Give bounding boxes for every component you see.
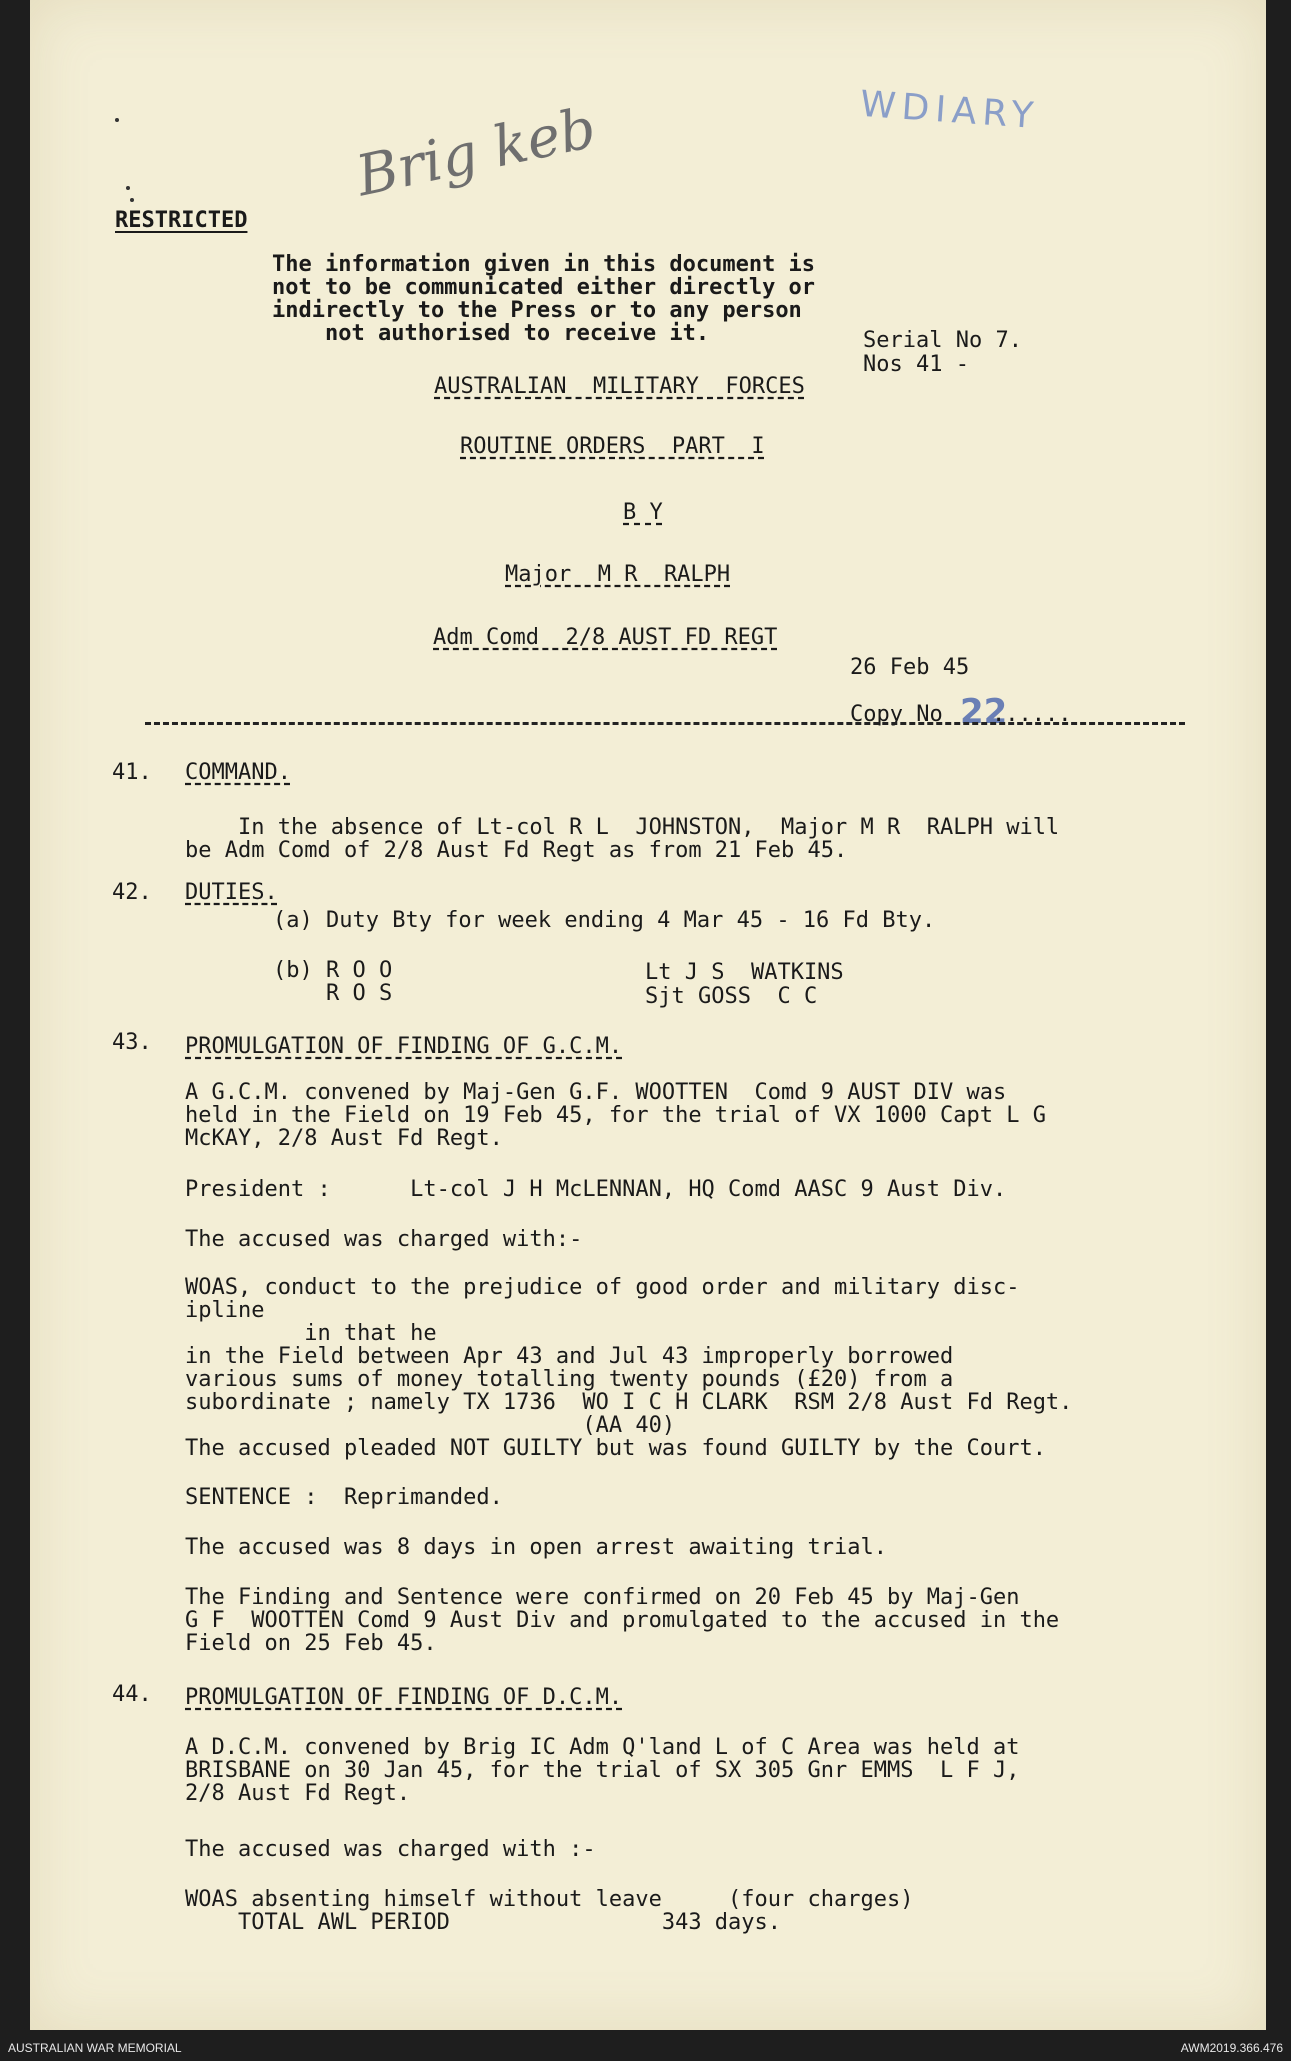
notice-line: not authorised to receive it.	[272, 321, 710, 346]
item-text: McKAY, 2/8 Aust Fd Regt.	[185, 1126, 503, 1151]
copy-label: Copy No	[850, 702, 943, 727]
order-numbers: Nos 41 -	[863, 352, 969, 377]
item-text: Field on 25 Feb 45.	[185, 1631, 437, 1656]
notice-line: indirectly to the Press or to any person	[272, 298, 802, 323]
item-text: The accused was 8 days in open arrest awaiting trial.	[185, 1535, 887, 1560]
item-text: G F WOOTTEN Comd 9 Aust Div and promulgated to the accused in the	[185, 1608, 1060, 1633]
item-text: in that he	[185, 1321, 437, 1346]
restricted-label: RESTRICTED	[115, 208, 248, 233]
archive-reference: AWM2019.366.476	[1180, 2041, 1283, 2055]
item-title: COMMAND.	[185, 760, 291, 785]
copy-dots: ......	[992, 702, 1072, 727]
item-text: (a) Duty Bty for week ending 4 Mar 45 - 16 Fd Bty.	[273, 908, 936, 933]
punch-mark	[115, 118, 119, 122]
by-heading: B Y	[623, 500, 663, 525]
document-date: 26 Feb 45	[850, 655, 970, 680]
item-text: 2/8 Aust Fd Regt.	[185, 1781, 411, 1806]
orders-heading: ROUTINE ORDERS PART I	[460, 434, 765, 459]
officer-heading: Major M R RALPH	[505, 562, 731, 587]
item-text: (AA 40)	[185, 1413, 676, 1438]
item-number: 41.	[112, 760, 152, 785]
copy-number-handwritten: 22	[960, 692, 1008, 732]
archive-footer	[0, 2031, 1291, 2061]
item-text: A G.C.M. convened by Maj-Gen G.F. WOOTTEN Comd 9 AUST DIV was	[185, 1080, 1007, 1105]
command-heading: Adm Comd 2/8 AUST FD REGT	[433, 625, 778, 650]
forces-heading: AUSTRALIAN MILITARY FORCES	[434, 374, 805, 399]
handwritten-annotation: Brig keb	[350, 95, 602, 210]
item-title: PROMULGATION OF FINDING OF G.C.M.	[185, 1034, 623, 1059]
item-text: ipline	[185, 1298, 265, 1323]
item-text: R O S	[273, 981, 393, 1006]
punch-mark	[130, 198, 134, 202]
item-title: DUTIES.	[185, 880, 278, 905]
item-text: SENTENCE : Reprimanded.	[185, 1485, 503, 1510]
section-divider	[145, 722, 1185, 725]
item-text: In the absence of Lt-col R L JOHNSTON, Major M R RALPH will	[185, 815, 1060, 840]
notice-line: not to be communicated either directly or	[272, 275, 816, 300]
document-page	[30, 0, 1266, 2030]
notice-line: The information given in this document is	[272, 252, 816, 277]
item-text: The accused was charged with :-	[185, 1837, 596, 1862]
serial-number: Serial No 7.	[863, 328, 1022, 353]
item-text: various sums of money totalling twenty pounds (£20) from a	[185, 1367, 954, 1392]
item-text: (b) R O O	[273, 958, 393, 983]
item-number: 42.	[112, 880, 152, 905]
item-text: in the Field between Apr 43 and Jul 43 improperly borrowed	[185, 1344, 954, 1369]
item-text: President : Lt-col J H McLENNAN, HQ Comd AASC 9 Aust Div.	[185, 1177, 1007, 1202]
item-text: WOAS, conduct to the prejudice of good order and military disc-	[185, 1275, 1020, 1300]
item-text: held in the Field on 19 Feb 45, for the trial of VX 1000 Capt L G	[185, 1103, 1046, 1128]
item-text: The accused was charged with:-	[185, 1227, 583, 1252]
item-text: TOTAL AWL PERIOD 343 days.	[185, 1910, 782, 1935]
item-text: subordinate ; namely TX 1736 WO I C H CLARK RSM 2/8 Aust Fd Regt.	[185, 1390, 1073, 1415]
item-number: 43.	[112, 1030, 152, 1055]
item-text: The accused pleaded NOT GUILTY but was found GUILTY by the Court.	[185, 1436, 1046, 1461]
item-text: A D.C.M. convened by Brig IC Adm Q'land L of C Area was held at	[185, 1735, 1020, 1760]
handwritten-stamp: WDIARY	[858, 83, 1041, 138]
item-text: The Finding and Sentence were confirmed on 20 Feb 45 by Maj-Gen	[185, 1585, 1020, 1610]
item-text: be Adm Comd of 2/8 Aust Fd Regt as from 21 Feb 45.	[185, 838, 848, 863]
archive-name: AUSTRALIAN WAR MEMORIAL	[8, 2041, 182, 2055]
item-text: Lt J S WATKINS	[645, 960, 844, 985]
item-title: PROMULGATION OF FINDING OF D.C.M.	[185, 1685, 623, 1710]
punch-mark	[126, 186, 130, 190]
item-text: BRISBANE on 30 Jan 45, for the trial of SX 305 Gnr EMMS L F J,	[185, 1758, 1020, 1783]
item-text: WOAS absenting himself without leave (four charges)	[185, 1887, 914, 1912]
item-text: Sjt GOSS C C	[645, 984, 818, 1009]
item-number: 44.	[112, 1682, 152, 1707]
